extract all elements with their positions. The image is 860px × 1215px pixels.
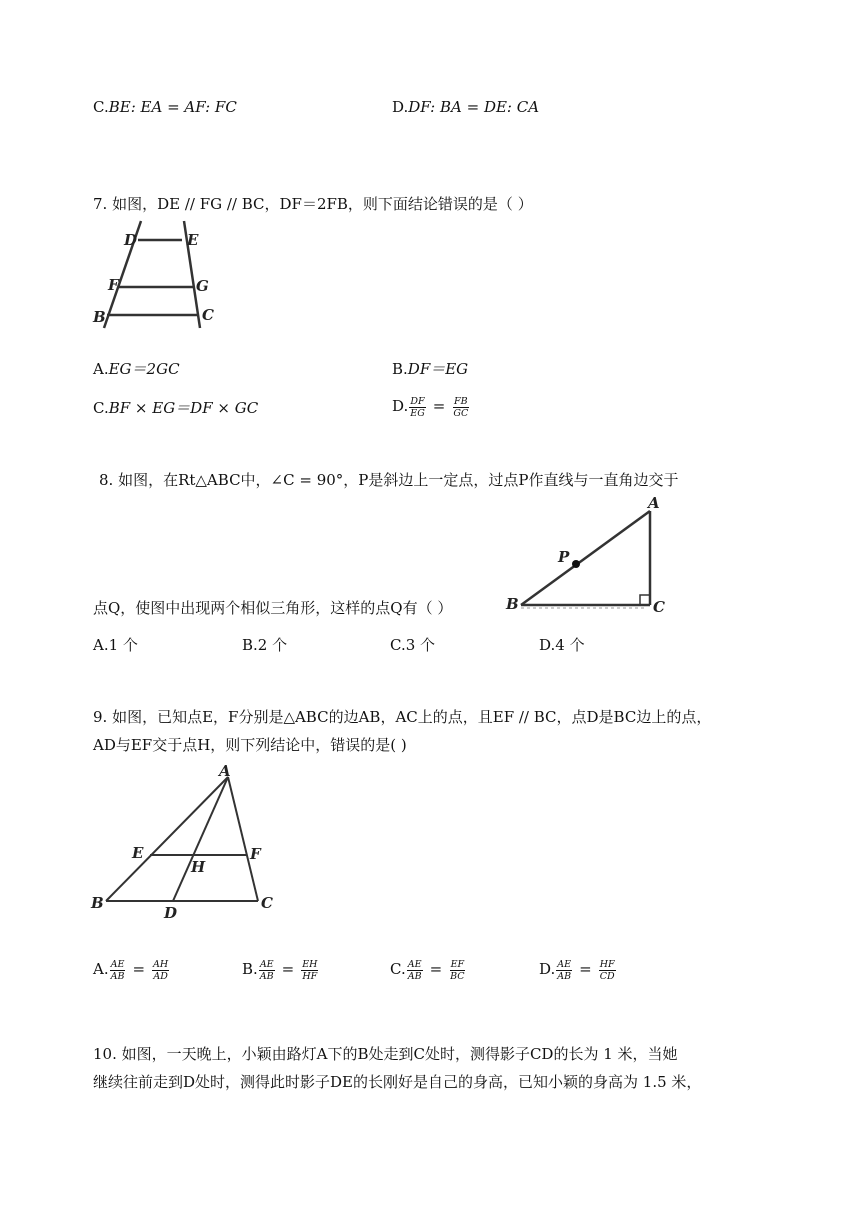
label-e: E (132, 844, 144, 862)
q6-option-c (93, 96, 237, 118)
numerator: FB (454, 395, 468, 407)
side-ab (106, 777, 228, 901)
equals-sign: = (579, 960, 592, 978)
numerator: EH (302, 958, 318, 970)
q7-option-c (93, 397, 258, 419)
q8-option-d: D.4 个 (539, 636, 585, 654)
q9-stem-line1: 9. 如图，已知点E，F分别是△ABC的边AB，AC上的点，且EF // BC，点D是BC边上的点， (93, 708, 712, 726)
q9-option-d (539, 958, 617, 982)
equals-sign: = (132, 960, 146, 978)
q8-option-a: A.1 个 (93, 636, 138, 654)
equals-sign: = (432, 397, 446, 415)
numerator: AE (407, 958, 422, 970)
equals-sign: = (281, 960, 295, 978)
option-label: D. (539, 960, 556, 978)
fraction-right (599, 959, 616, 982)
label-f: F (250, 845, 261, 863)
label-e: E (187, 231, 199, 249)
denominator: HF (302, 970, 318, 982)
q9-stem-line2: AD与EF交于点H，则下列结论中，错误的是( ) (93, 736, 407, 754)
denominator: AB (110, 970, 125, 982)
fraction-right (452, 396, 469, 419)
option-text: BF × EG＝DF × GC (108, 399, 259, 417)
fraction-right (301, 959, 318, 982)
label-b: B (506, 595, 519, 613)
numerator: HF (599, 958, 615, 970)
label-h: H (191, 858, 206, 876)
fraction-right (449, 959, 465, 982)
denominator: AB (557, 970, 572, 982)
option-label: D. (392, 397, 409, 415)
option-text: BE: EA = AF: FC (108, 98, 237, 116)
q7-stem: 7. 如图，DE // FG // BC，DF＝2FB，则下面结论错误的是（ ） (93, 195, 533, 213)
option-text: EG＝2GC (108, 360, 180, 378)
q9-option-a (93, 958, 170, 982)
option-label: C. (93, 98, 109, 116)
q8-figure (505, 495, 680, 620)
q8-stem-line2: 点Q，使图中出现两个相似三角形，这样的点Q有（ ） (93, 599, 453, 617)
denominator: GC (453, 407, 469, 419)
fraction-left (556, 959, 572, 982)
option-label: B. (242, 960, 258, 978)
denominator: CD (599, 970, 615, 982)
denominator: EG (410, 407, 425, 419)
q8-option-c: C.3 个 (390, 636, 436, 654)
fraction-left (409, 396, 426, 419)
q8-stem-line1: 8. 如图，在Rt△ABC中，∠C = 90°，P是斜边上一定点，过点P作直线与一直角边交于 (99, 471, 679, 489)
label-b: B (93, 308, 106, 326)
q7-option-b (392, 358, 468, 380)
option-label: A. (93, 960, 109, 978)
label-f: F (108, 276, 119, 294)
numerator: AE (557, 958, 572, 970)
fraction-right (152, 959, 169, 982)
point-p (572, 560, 580, 568)
q9-option-c (390, 958, 467, 982)
q8-option-b: B.2 个 (242, 636, 288, 654)
label-d: D (164, 904, 178, 922)
segment-ad (173, 777, 228, 901)
right-angle-mark (640, 595, 650, 605)
label-c: C (202, 306, 214, 324)
option-text: DF＝EG (407, 360, 469, 378)
option-text: DF: BA = DE: CA (408, 98, 540, 116)
label-g: G (196, 277, 209, 295)
denominator: AD (153, 970, 168, 982)
label-c: C (653, 598, 665, 616)
numerator: EF (450, 958, 465, 970)
q9-option-b (242, 958, 319, 982)
numerator: AE (259, 958, 274, 970)
equals-sign: = (429, 960, 443, 978)
q7-option-a (93, 358, 180, 380)
label-c: C (261, 894, 273, 912)
denominator: AB (259, 970, 274, 982)
label-d: D (124, 231, 138, 249)
option-label: C. (390, 960, 406, 978)
numerator: AH (153, 958, 169, 970)
label-a: A (219, 762, 231, 780)
q7-figure (90, 218, 250, 333)
label-p: P (558, 548, 570, 566)
fraction-left (259, 959, 275, 982)
q10-stem-line1: 10. 如图，一天晚上，小颖由路灯A下的B处走到C处时，测得影子CD的长为 1 米，当她 (93, 1045, 678, 1063)
numerator: AE (110, 958, 125, 970)
option-label: B. (392, 360, 408, 378)
label-a: A (648, 494, 660, 512)
side-ac (228, 777, 258, 901)
q9-figure (88, 762, 278, 924)
q7-option-d (392, 395, 470, 419)
q10-stem-line2: 继续往前走到D处时，测得此时影子DE的长刚好是自己的身高，已知小颖的身高为 1.5 米， (93, 1073, 702, 1091)
denominator: BC (450, 970, 465, 982)
fraction-left (110, 959, 126, 982)
q6-option-d (392, 96, 539, 118)
label-b: B (91, 894, 104, 912)
option-label: D. (392, 98, 409, 116)
fraction-left (407, 959, 423, 982)
option-label: C. (93, 399, 109, 417)
hypotenuse-ab (521, 511, 650, 605)
numerator: DF (410, 395, 425, 407)
denominator: AB (407, 970, 422, 982)
option-label: A. (93, 360, 109, 378)
